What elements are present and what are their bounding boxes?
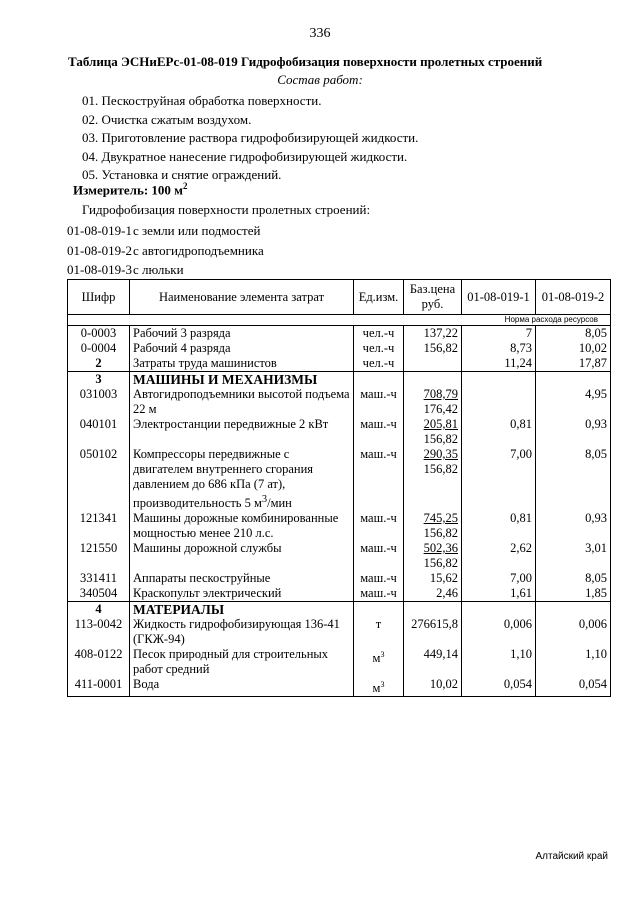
row-code: 340504 — [68, 586, 130, 602]
header-col1: 01-08-019-1 — [462, 280, 536, 315]
row-price: 156,82 — [404, 341, 462, 356]
row-value-2: 3,01 — [536, 541, 611, 571]
works-list — [82, 92, 418, 185]
row-value-1: 2,62 — [462, 541, 536, 571]
row-name: Машины дорожной службы — [130, 541, 354, 571]
work-item: 04. Двукратное нанесение гидрофобизирующей жидкости. — [82, 148, 408, 164]
row-code: 0-0003 — [68, 326, 130, 342]
row-name-tail: /мин — [267, 496, 292, 511]
variant-text: с автогидроподъемника — [133, 242, 264, 258]
row-price — [404, 417, 462, 447]
row-value-2: 8,05 — [536, 326, 611, 342]
variant-code: 01-08-019-2 — [67, 242, 132, 258]
header-price: Баз.цена руб. — [404, 280, 462, 315]
header-unit: Ед.изм. — [354, 280, 404, 315]
row-value-1: 0,81 — [462, 417, 536, 447]
header-name: Наименование элемента затрат — [130, 280, 354, 315]
unit-base: м — [372, 681, 381, 696]
variant-row — [67, 260, 264, 280]
row-code: 411-0001 — [68, 677, 130, 697]
row-name: Аппараты пескоструйные — [130, 571, 354, 586]
row-name: Краскопульт электрический — [130, 586, 354, 602]
norma-label: Норма расхода ресурсов — [68, 315, 611, 326]
meter-label: Измеритель: 100 м — [73, 182, 184, 198]
price-main: 290,35 — [423, 447, 458, 461]
row-price — [404, 511, 462, 541]
row-value-2: 0,054 — [536, 677, 611, 697]
row-name: Вода — [130, 677, 354, 697]
row-value-2: 1,85 — [536, 586, 611, 602]
table-row — [68, 326, 611, 342]
unit-sup: 3 — [380, 680, 385, 690]
section-number: 4 — [68, 602, 130, 618]
row-value-1: 7 — [462, 326, 536, 342]
table-row — [68, 387, 611, 417]
row-code: 2 — [68, 356, 130, 372]
table-row — [68, 617, 611, 647]
row-unit: чел.-ч — [354, 356, 404, 372]
row-value-2: 8,05 — [536, 571, 611, 586]
section-title: МАТЕРИАЛЫ — [130, 602, 354, 618]
row-price — [404, 541, 462, 571]
variant-code: 01-08-019-3 — [67, 262, 132, 277]
table-row — [68, 541, 611, 571]
row-code: 040101 — [68, 417, 130, 447]
row-unit: маш.-ч — [354, 571, 404, 586]
header-code: Шифр — [68, 280, 130, 315]
row-price: 276615,8 — [404, 617, 462, 647]
row-price — [404, 387, 462, 417]
row-price: 449,14 — [404, 647, 462, 677]
row-name — [130, 447, 354, 511]
row-value-1: 0,054 — [462, 677, 536, 697]
section-row — [68, 602, 611, 618]
row-value-1: 1,10 — [462, 647, 536, 677]
row-unit — [354, 677, 404, 697]
table-header-row — [68, 280, 611, 315]
variant-text: с люльки — [133, 262, 184, 277]
table-row — [68, 447, 611, 511]
table-row — [68, 571, 611, 586]
row-code: 408-0122 — [68, 647, 130, 677]
row-unit: маш.-ч — [354, 511, 404, 541]
variants-list — [67, 221, 264, 280]
work-item: 05. Установка и снятие ограждений. — [82, 167, 282, 182]
row-price: 15,62 — [404, 571, 462, 586]
header-col2: 01-08-019-2 — [536, 280, 611, 315]
work-item: 03. Приготовление раствора гидрофобизирующей жидкости. — [82, 130, 419, 145]
row-value-1: 7,00 — [462, 571, 536, 586]
row-code: 331411 — [68, 571, 130, 586]
row-code: 121550 — [68, 541, 130, 571]
row-value-1: 0,81 — [462, 511, 536, 541]
row-name-text: Компрессоры передвижные с двигателем внутреннего сгорания давлением до 686 кПа (7 ат), производительность 5 м — [133, 447, 314, 511]
row-value-1: 7,00 — [462, 447, 536, 511]
row-price — [404, 356, 462, 372]
meter — [73, 181, 188, 198]
table-row — [68, 341, 611, 356]
price-wage: 156,82 — [423, 556, 458, 571]
row-value-2: 4,95 — [536, 387, 611, 417]
price-wage: 156,82 — [423, 462, 458, 476]
table-row — [68, 511, 611, 541]
works-subtitle: Состав работ: — [277, 72, 363, 87]
row-price: 137,22 — [404, 326, 462, 342]
row-unit — [354, 647, 404, 677]
row-name: Жидкость гидрофобизирующая 136-41 (ГКЖ-94) — [130, 617, 354, 647]
row-price: 10,02 — [404, 677, 462, 697]
description: Гидрофобизация поверхности пролетных строений: — [82, 202, 371, 217]
row-value-1: 11,24 — [462, 356, 536, 372]
row-unit: чел.-ч — [354, 341, 404, 356]
row-name: Затраты труда машинистов — [130, 356, 354, 372]
table-row — [68, 586, 611, 602]
price-wage: 156,82 — [423, 526, 458, 541]
row-code: 113-0042 — [68, 617, 130, 647]
row-value-2: 1,10 — [536, 647, 611, 677]
section-title: МАШИНЫ И МЕХАНИЗМЫ — [130, 372, 354, 388]
row-value-2: 8,05 — [536, 447, 611, 511]
table-row — [68, 647, 611, 677]
price-main: 708,79 — [423, 387, 458, 401]
row-price: 2,46 — [404, 586, 462, 602]
row-name: Автогидроподъемники высотой подъема 22 м — [130, 387, 354, 417]
row-value-2: 0,93 — [536, 511, 611, 541]
price-wage: 176,42 — [423, 402, 458, 416]
row-unit: т — [354, 617, 404, 647]
row-value-1: 1,61 — [462, 586, 536, 602]
row-code: 121341 — [68, 511, 130, 541]
unit-sup: 3 — [380, 650, 385, 660]
row-code: 050102 — [68, 447, 130, 511]
table-row — [68, 677, 611, 697]
variant-text: с земли или подмостей — [133, 223, 261, 238]
work-item: 02. Очистка сжатым воздухом. — [82, 111, 252, 127]
price-wage: 156,82 — [423, 432, 458, 446]
table-row — [68, 356, 611, 372]
row-unit: маш.-ч — [354, 447, 404, 511]
row-code: 0-0004 — [68, 341, 130, 356]
norma-row — [68, 315, 611, 326]
table-row — [68, 417, 611, 447]
row-code: 031003 — [68, 387, 130, 417]
variant-code: 01-08-019-1 — [67, 223, 132, 238]
price-main: 205,81 — [423, 417, 458, 431]
row-value-2: 17,87 — [536, 356, 611, 372]
unit-base: м — [372, 651, 381, 666]
variant-row — [67, 241, 264, 261]
row-value-1: 0,006 — [462, 617, 536, 647]
row-unit: маш.-ч — [354, 541, 404, 571]
section-number: 3 — [68, 372, 130, 388]
page-number: 336 — [309, 26, 331, 41]
row-name-sup: 3 — [261, 494, 268, 505]
row-name: Рабочий 3 разряда — [130, 326, 354, 342]
price-main: 745,25 — [423, 511, 458, 526]
row-price — [404, 447, 462, 511]
row-unit: маш.-ч — [354, 586, 404, 602]
row-unit: чел.-ч — [354, 326, 404, 342]
row-unit: маш.-ч — [354, 387, 404, 417]
row-value-1 — [462, 387, 536, 417]
row-name: Машины дорожные комбинированные мощностью менее 210 л.с. — [130, 511, 354, 541]
row-value-2: 0,93 — [536, 417, 611, 447]
footer-region: Алтайский край — [535, 851, 608, 862]
price-main: 502,36 — [423, 541, 458, 556]
row-value-2: 0,006 — [536, 617, 611, 647]
row-value-1: 8,73 — [462, 341, 536, 356]
resources-table — [67, 279, 611, 697]
work-item: 01. Пескоструйная обработка поверхности. — [82, 93, 322, 108]
row-unit: маш.-ч — [354, 417, 404, 447]
table-title: Таблица ЭСНиЕРс-01-08-019 Гидрофобизация поверхности пролетных строений — [68, 54, 543, 69]
row-name: Песок природный для строительных работ средний — [130, 647, 354, 677]
section-row — [68, 372, 611, 388]
meter-sup: 2 — [183, 181, 188, 191]
row-name: Рабочий 4 разряда — [130, 341, 354, 356]
row-name: Электростанции передвижные 2 кВт — [130, 417, 354, 447]
variant-row — [67, 221, 264, 241]
row-value-2: 10,02 — [536, 341, 611, 356]
